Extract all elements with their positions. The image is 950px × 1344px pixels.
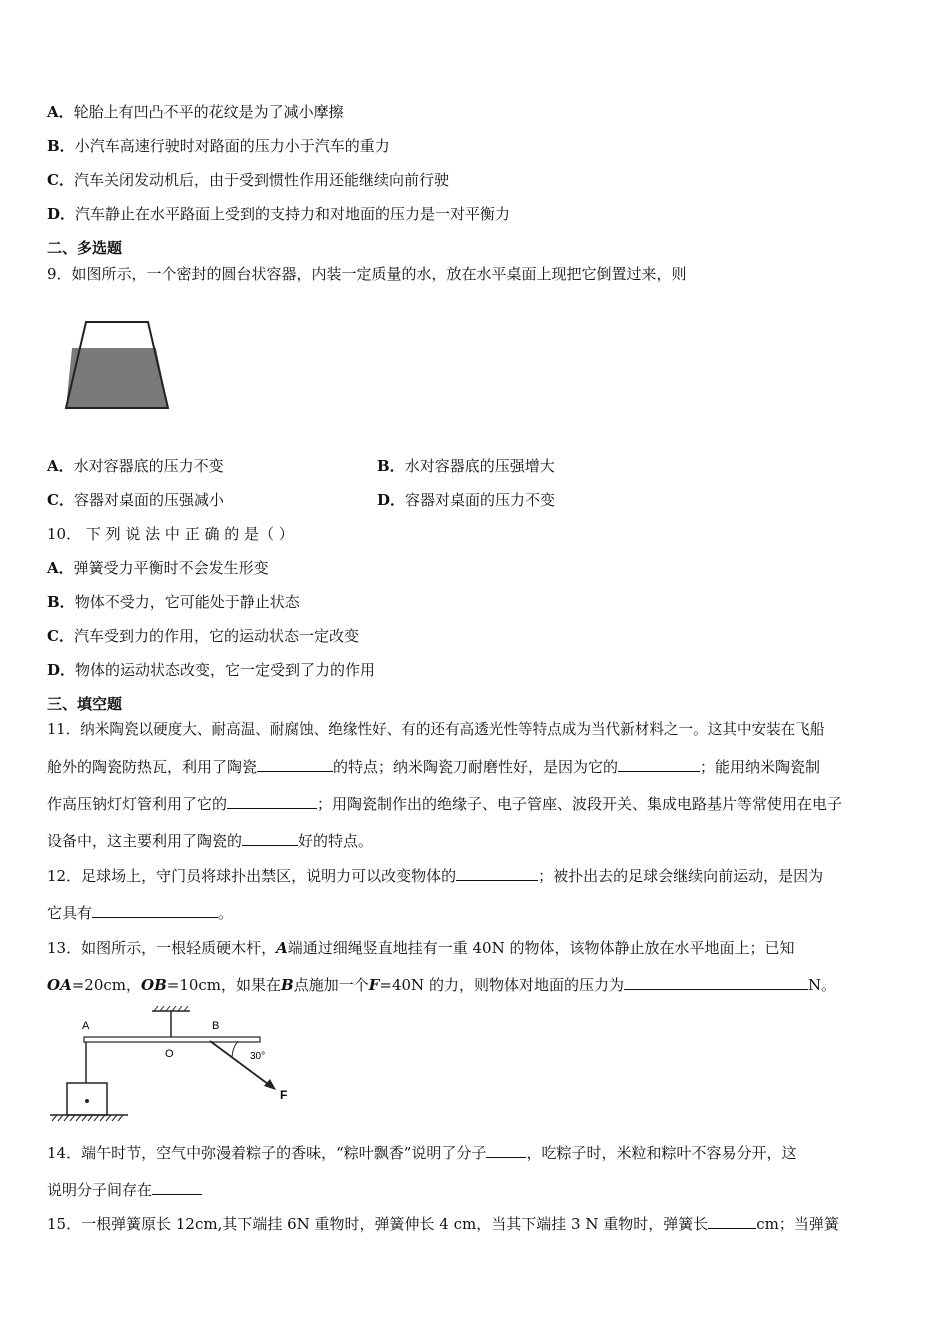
q9-stem: 9．如图所示，一个密封的圆台状容器，内装一定质量的水，放在水平桌面上现把它倒置过来，则 bbox=[47, 265, 687, 283]
q10-option-d bbox=[47, 660, 375, 680]
text: ；被扑出去的足球会继续向前运动，是因为 bbox=[538, 867, 824, 885]
ground-hatch bbox=[52, 1115, 123, 1121]
q8-option-b bbox=[47, 136, 390, 156]
lever-figure bbox=[40, 1005, 310, 1130]
point-b-label: B bbox=[281, 976, 294, 994]
oa-label: OA bbox=[47, 976, 72, 994]
text: 。 bbox=[218, 904, 234, 922]
q10-option-c bbox=[47, 626, 359, 646]
ob-label: OB bbox=[141, 976, 167, 994]
option-text: 小汽车高速行驶时对路面的压力小于汽车的重力 bbox=[74, 137, 390, 155]
fig-label-f: F bbox=[280, 1088, 288, 1102]
q9-option-d bbox=[377, 490, 555, 510]
text: 13．如图所示，一根轻质硬木杆， bbox=[47, 939, 277, 957]
option-label: D． bbox=[377, 491, 406, 509]
force-arrow-head bbox=[264, 1079, 276, 1090]
option-text: 水对容器底的压力不变 bbox=[73, 457, 224, 475]
fig-label-angle: 30° bbox=[250, 1051, 266, 1062]
option-label: A． bbox=[47, 559, 74, 577]
option-label: D． bbox=[47, 661, 76, 679]
option-text: 汽车受到力的作用，它的运动状态一定改变 bbox=[73, 627, 359, 645]
text: ；用陶瓷制作出的绝缘子、电子管座、波段开关、集成电路基片等常使用在电子 bbox=[317, 795, 843, 813]
q11-line-1: 11．纳米陶瓷以硬度大、耐高温、耐腐蚀、绝缘性好、有的还有高透光性等特点成为当代新材料之一。这其中安装在飞船 bbox=[47, 721, 825, 738]
option-text: 汽车关闭发动机后，由于受到惯性作用还能继续向前行驶 bbox=[73, 171, 449, 189]
answer-blank[interactable] bbox=[618, 757, 700, 772]
text: =40N 的力，则物体对地面的压力为 bbox=[379, 976, 624, 994]
answer-blank[interactable] bbox=[92, 903, 218, 918]
q11-line-4 bbox=[47, 831, 373, 851]
fig-label-a: A bbox=[82, 1020, 90, 1032]
option-label: B． bbox=[377, 457, 405, 475]
q14-line-2 bbox=[47, 1180, 202, 1200]
q8-option-c bbox=[47, 170, 449, 190]
answer-blank[interactable] bbox=[456, 866, 538, 881]
q8-option-a bbox=[47, 102, 344, 122]
option-text: 水对容器底的压强增大 bbox=[404, 457, 555, 475]
water-fill bbox=[66, 348, 168, 408]
q12-line-1 bbox=[47, 866, 823, 886]
answer-blank[interactable] bbox=[227, 794, 317, 809]
option-label: B． bbox=[47, 137, 75, 155]
text: =20cm， bbox=[71, 976, 141, 994]
option-text: 弹簧受力平衡时不会发生形变 bbox=[73, 559, 269, 577]
text: N。 bbox=[807, 976, 837, 994]
option-text: 物体的运动状态改变，它一定受到了力的作用 bbox=[75, 661, 376, 679]
option-label: C． bbox=[47, 171, 74, 189]
block-center-dot bbox=[85, 1099, 89, 1103]
text: 端通过细绳竖直地挂有一重 40N 的物体，该物体静止放在水平地面上；已知 bbox=[287, 939, 795, 957]
text: ；能用纳米陶瓷制 bbox=[700, 758, 821, 776]
text: 设备中，这主要利用了陶瓷的 bbox=[47, 832, 243, 850]
text: 作高压钠灯灯管利用了它的 bbox=[47, 795, 228, 813]
q12-line-2 bbox=[47, 903, 233, 923]
angle-arc bbox=[232, 1041, 238, 1057]
option-text: 容器对桌面的压强减小 bbox=[73, 491, 224, 509]
option-label: C． bbox=[47, 627, 74, 645]
answer-blank[interactable] bbox=[257, 757, 333, 772]
frustum-container-figure bbox=[60, 318, 180, 413]
lever-bar bbox=[84, 1037, 260, 1042]
option-text: 容器对桌面的压力不变 bbox=[405, 491, 556, 509]
q11-line-3 bbox=[47, 794, 842, 814]
answer-blank[interactable] bbox=[624, 975, 808, 990]
text: 点施加一个 bbox=[293, 976, 369, 994]
text: 15．一根弹簧原长 12cm,其下端挂 6N 重物时，弹簧伸长 4 cm，当其下端挂 3 N 重物时，弹簧长 bbox=[47, 1215, 709, 1233]
q10-option-a bbox=[47, 558, 269, 578]
q13-line-1 bbox=[47, 938, 795, 958]
q15-line-1 bbox=[47, 1214, 839, 1234]
option-label: A． bbox=[47, 103, 74, 121]
option-label: B． bbox=[47, 593, 75, 611]
text: 它具有 bbox=[47, 904, 93, 922]
text: =10cm，如果在 bbox=[166, 976, 282, 994]
q13-line-2 bbox=[47, 975, 836, 995]
q11-line-2 bbox=[47, 757, 820, 777]
text: 14．端午时节，空气中弥漫着粽子的香味，“粽叶飘香”说明了分子 bbox=[47, 1144, 487, 1162]
q14-line-1 bbox=[47, 1143, 796, 1163]
option-text: 物体不受力，它可能处于静止状态 bbox=[74, 593, 300, 611]
option-label: A． bbox=[47, 457, 74, 475]
q8-option-d bbox=[47, 204, 510, 224]
q9-option-c bbox=[47, 490, 224, 510]
answer-blank[interactable] bbox=[708, 1214, 756, 1229]
text: 好的特点。 bbox=[298, 832, 374, 850]
text: 12．足球场上，守门员将球扑出禁区，说明力可以改变物体的 bbox=[47, 867, 457, 885]
force-label: F bbox=[368, 976, 380, 994]
fig-label-o: O bbox=[165, 1048, 174, 1060]
q9-option-a bbox=[47, 456, 224, 476]
option-label: C． bbox=[47, 491, 74, 509]
text: 说明分子间存在 bbox=[47, 1181, 153, 1199]
point-a-label: A bbox=[276, 939, 288, 957]
answer-blank[interactable] bbox=[152, 1180, 202, 1195]
text: 的特点；纳米陶瓷刀耐磨性好，是因为它的 bbox=[333, 758, 619, 776]
force-arrow-line bbox=[210, 1041, 272, 1087]
q10-stem: 10． 下 列 说 法 中 正 确 的 是（ ） bbox=[47, 525, 294, 543]
answer-blank[interactable] bbox=[486, 1143, 526, 1158]
text: cm；当弹簧 bbox=[756, 1215, 839, 1233]
text: ，吃粽子时，米粒和粽叶不容易分开，这 bbox=[526, 1144, 797, 1162]
section-heading-multiple-choice: 二、多选题 bbox=[47, 239, 123, 257]
text: 舱外的陶瓷防热瓦，利用了陶瓷 bbox=[47, 758, 258, 776]
q10-option-b bbox=[47, 592, 300, 612]
answer-blank[interactable] bbox=[242, 831, 298, 846]
fig-label-b: B bbox=[212, 1020, 220, 1032]
option-label: D． bbox=[47, 205, 76, 223]
option-text: 轮胎上有凹凸不平的花纹是为了减小摩擦 bbox=[73, 103, 344, 121]
option-text: 汽车静止在水平路面上受到的支持力和对地面的压力是一对平衡力 bbox=[75, 205, 511, 223]
section-heading-fill-in: 三、填空题 bbox=[47, 695, 123, 713]
q9-option-b bbox=[377, 456, 555, 476]
